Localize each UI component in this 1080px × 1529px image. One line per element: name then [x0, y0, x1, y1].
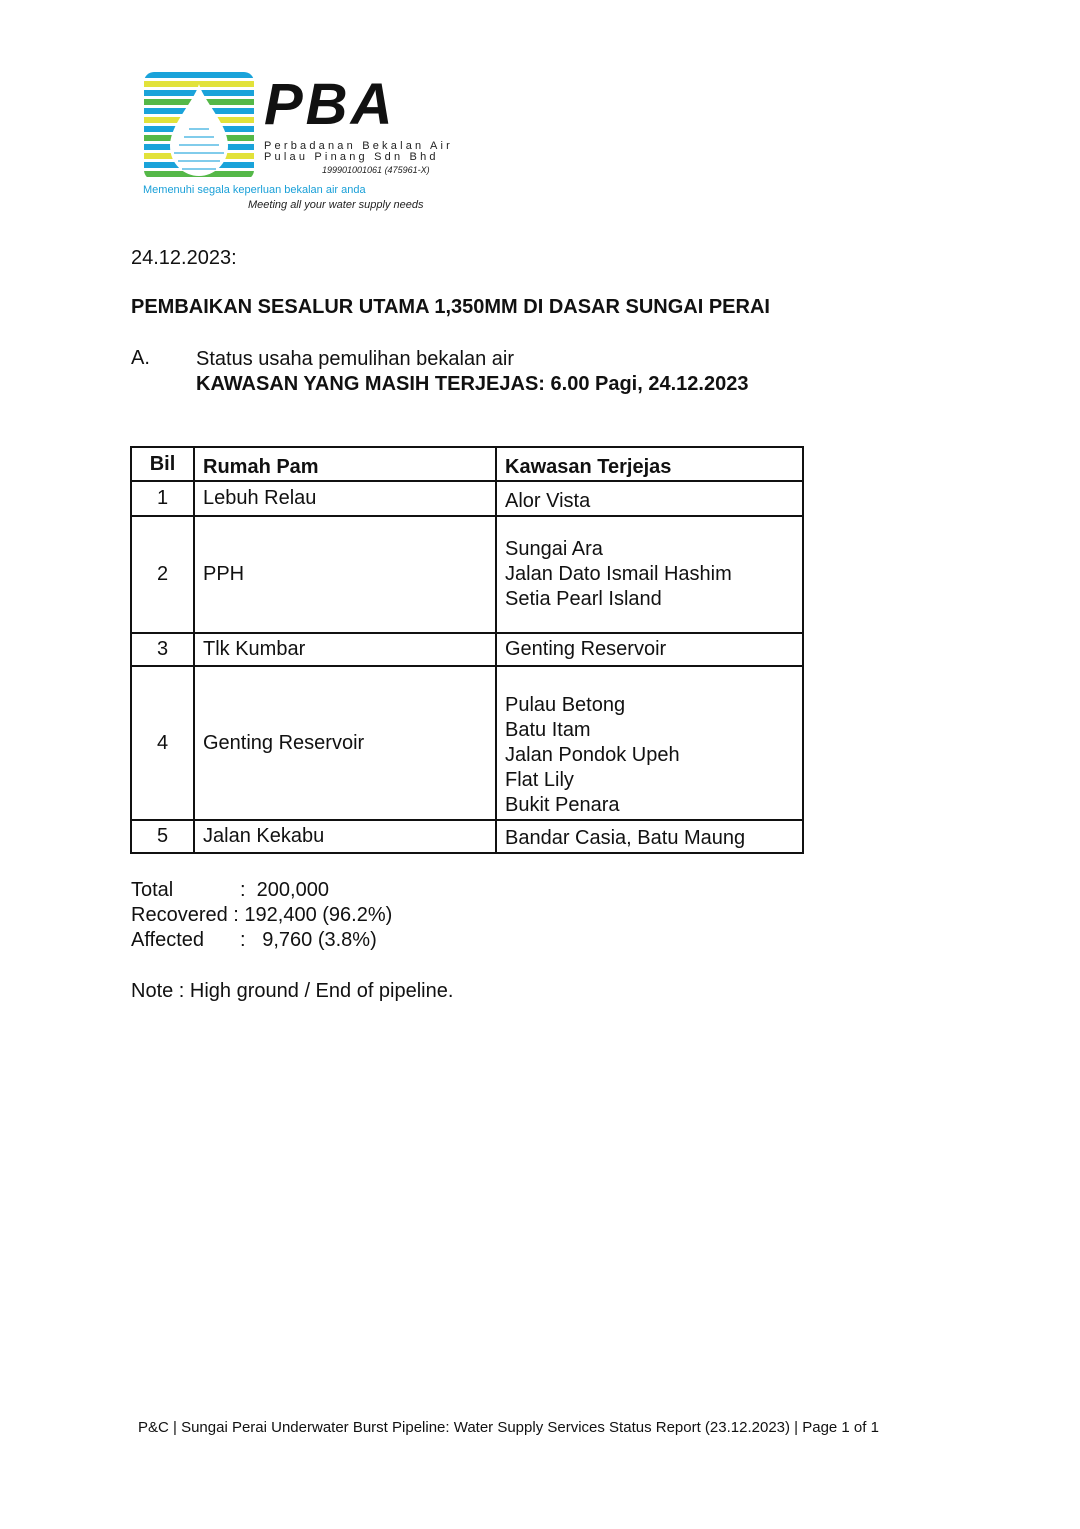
row-kawasan [496, 481, 803, 516]
row-kawasan [496, 633, 803, 666]
row-rumah-pam: Lebuh Relau [194, 481, 496, 516]
kawasan-item: Pulau Betong [505, 694, 626, 716]
row-rumah-pam: Genting Reservoir [194, 666, 496, 820]
row-bil: 1 [131, 481, 194, 516]
kawasan-item: Jalan Dato Ismail Hashim [505, 563, 732, 585]
table-row [131, 481, 803, 516]
row-bil: 4 [131, 666, 194, 820]
logo-drop-line [178, 160, 220, 162]
section-line2: KAWASAN YANG MASIH TERJEJAS: 6.00 Pagi, 24.12.2023 [196, 373, 749, 395]
page-footer: P&C | Sungai Perai Underwater Burst Pipeline: Water Supply Services Status Report (23.12.2023) | Page 1 of 1 [138, 1419, 879, 1436]
table-row [131, 666, 803, 820]
row-bil: 5 [131, 820, 194, 853]
row-rumah-pam: PPH [194, 516, 496, 633]
row-kawasan [496, 666, 803, 820]
row-kawasan [496, 516, 803, 633]
kawasan-item: Bukit Penara [505, 794, 620, 816]
note-text: Note : High ground / End of pipeline. [131, 980, 454, 1002]
logo-registration: 199901001061 (475961-X) [322, 165, 430, 175]
table-row [131, 633, 803, 666]
summary-total: Total : 200,000 [131, 879, 329, 901]
row-rumah-pam: Tlk Kumbar [194, 633, 496, 666]
section-heading [196, 347, 748, 397]
report-title: PEMBAIKAN SESALUR UTAMA 1,350MM DI DASAR SUNGAI PERAI [131, 296, 770, 318]
report-date: 24.12.2023: [131, 247, 237, 269]
row-bil: 3 [131, 633, 194, 666]
logo-drop-line [174, 152, 224, 154]
summary-affected: Affected : 9,760 (3.8%) [131, 929, 377, 951]
pba-logo [140, 70, 460, 215]
kawasan-item: Bandar Casia, Batu Maung [505, 827, 746, 849]
logo-company-line1: Perbadanan Bekalan Air [264, 140, 454, 152]
kawasan-item: Jalan Pondok Upeh [505, 744, 680, 766]
table-row [131, 516, 803, 633]
header-bil: Bil [131, 447, 194, 481]
kawasan-item: Flat Lily [505, 769, 574, 791]
table-row [131, 820, 803, 853]
logo-drop-line [189, 128, 209, 130]
total-label: Total [131, 879, 174, 901]
section-letter: A. [131, 347, 150, 369]
row-bil: 2 [131, 516, 194, 633]
row-rumah-pam: Jalan Kekabu [194, 820, 496, 853]
logo-drop-line [179, 144, 219, 146]
logo-tagline-malay: Memenuhi segala keperluan bekalan air anda [143, 184, 366, 196]
summary-recovered: Recovered : 192,400 (96.2%) [131, 904, 393, 926]
logo-tagline-english: Meeting all your water supply needs [248, 199, 424, 211]
kawasan-item: Setia Pearl Island [505, 588, 662, 610]
row-kawasan [496, 820, 803, 853]
affected-areas-table [130, 446, 804, 854]
logo-drop-line [182, 168, 216, 170]
table-header-row [131, 447, 803, 481]
recovered-label: Recovered [131, 904, 228, 926]
logo-stripe [144, 72, 254, 78]
kawasan-item: Batu Itam [505, 719, 591, 741]
recovered-value: 192,400 (96.2%) [244, 904, 393, 926]
logo-drop-line [184, 136, 214, 138]
affected-value: 9,760 (3.8%) [262, 929, 377, 951]
total-value: 200,000 [256, 879, 329, 901]
kawasan-item: Genting Reservoir [505, 638, 667, 660]
logo-brand-text: PBA [264, 72, 396, 137]
water-drop-logo-icon [144, 72, 254, 180]
kawasan-item: Sungai Ara [505, 538, 603, 560]
affected-label: Affected [131, 929, 205, 951]
header-rumah-pam: Rumah Pam [194, 447, 496, 481]
logo-company-line2: Pulau Pinang Sdn Bhd [264, 151, 439, 163]
header-kawasan-terjejas: Kawasan Terjejas [496, 447, 803, 481]
section-line1: Status usaha pemulihan bekalan air [196, 348, 514, 370]
kawasan-item: Alor Vista [505, 490, 591, 512]
